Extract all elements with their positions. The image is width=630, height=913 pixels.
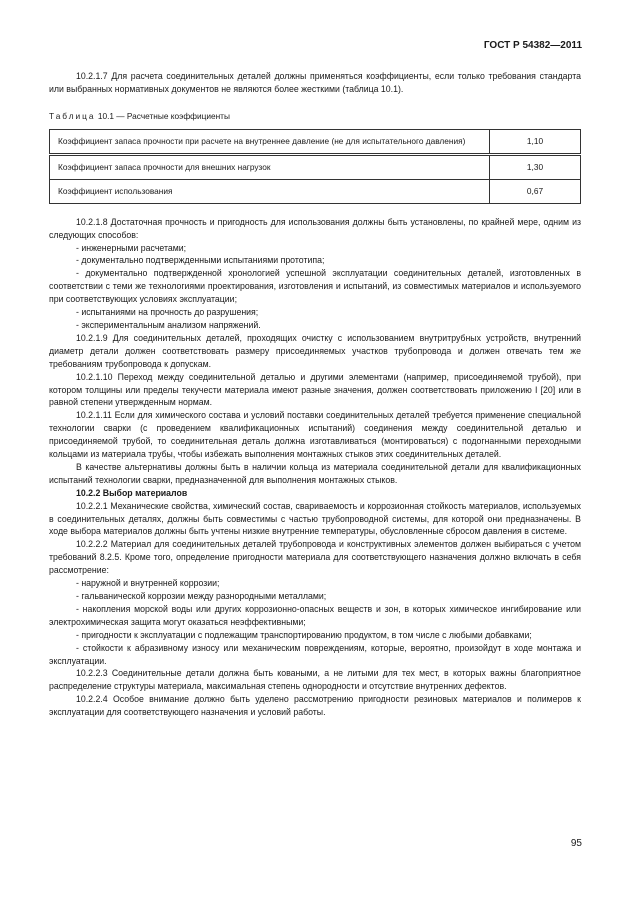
- paragraph-10-2-2-3: 10.2.2.3 Соединительные детали должна быть коваными, а не литыми для тех мест, в которых важны благоприятное распределение структуры материала, максимальная степень однородности и отсутствие внутренних дефектов.: [49, 668, 581, 692]
- list-item: - испытаниями на прочность до разрушения;: [76, 307, 259, 318]
- list-item: - накопления морской воды или других коррозионно-опасных веществ и зон, в которых химическое ингибирование или электрохимическая защита могут оказаться неэффективными;: [49, 603, 581, 627]
- section-heading-text: 10.2.2 Выбор материалов: [76, 487, 188, 498]
- table-row: [50, 179, 581, 203]
- table-caption-prefix: Таблица: [49, 110, 96, 121]
- coefficients-table: [49, 129, 581, 204]
- list-item: - документально подтвержденными испытаниями прототипа;: [76, 255, 325, 266]
- page-body: [49, 70, 581, 719]
- table-row: [50, 154, 581, 179]
- table-caption-title: 10.1 — Расчетные коэффициенты: [95, 110, 230, 121]
- list-item: - наружной и внутренней коррозии;: [76, 578, 220, 589]
- paragraph-alternative: В качестве альтернативы должны быть в наличии кольца из материала соединительной детали для квалификационных испытаний технологии сварки, предназначенной для выполнения монтажных стыков.: [49, 461, 581, 485]
- table-cell-value: 0,67: [490, 179, 581, 203]
- page-number: 95: [570, 838, 582, 849]
- table-cell-label: Коэффициент запаса прочности при расчете на внутреннее давление (не для испытательного давления): [50, 129, 490, 154]
- list-item: - гальванической коррозии между разнородными металлами;: [76, 591, 327, 601]
- table-cell-value: 1,30: [490, 154, 581, 179]
- list-item: - инженерными расчетами;: [76, 242, 187, 253]
- table-cell-label: Коэффициент запаса прочности для внешних нагрузок: [50, 154, 490, 179]
- paragraph-10-2-1-9: 10.2.1.9 Для соединительных деталей, проходящих очистку с использованием внутритрубных устройств, внутренний диаметр детали должен соответствовать размеру присоединяемых участков трубопровода и должен отвечать тем же требованиям трубопровода к допускам.: [49, 332, 581, 369]
- paragraph-10-2-1-10: 10.2.1.10 Переход между соединительной деталью и другими элементами (например, присоединяемой трубой), при котором толщины или пределы текучести материала имеют разные значения, должен соответствовать приложению I [20] или в равной степени утвержденным нормам.: [49, 371, 581, 408]
- paragraph-10-2-2-4: 10.2.2.4 Особое внимание должно быть уделено рассмотрению пригодности резиновых материалов и полимеров к эксплуатации для соответствующего назначения и условий работы.: [49, 694, 581, 718]
- paragraph-10-2-2-1: 10.2.2.1 Механические свойства, химический состав, свариваемость и коррозионная стойкость материалов, используемых в соединительных деталях, должны быть совместимы с частью трубопроводной системы, для которой они предназначены. В ходе выбора материалов должны быть учтены низкие внутренние температуры, обусловленные сбросом давления в системе.: [49, 500, 581, 537]
- table-cell-label: Коэффициент использования: [50, 179, 490, 203]
- list-item: - пригодности к эксплуатации с подлежащим транспортированию продуктом, в том числе с любыми добавками;: [76, 629, 532, 640]
- paragraph-10-2-1-11: 10.2.1.11 Если для химического состава и условий поставки соединительных деталей требуется применение специальной технологии сварки (с проведением квалификационных испытаний) соединения между соединительной деталью и присоединяемой трубой, то соединительная деталь должна изготавливаться (монтироваться) с подогнанными переходными кольцами из материала трубы, чтобы избежать выполнения монтажных стыков этих соединительных деталей.: [49, 410, 581, 460]
- table-cell-value: 1,10: [490, 129, 581, 154]
- section-heading-10-2-2: [49, 487, 581, 500]
- list-item: - документально подтвержденной хронологией успешной эксплуатации соединительных деталей, изготовленных в соответствии с теми же технологиями проектирования, изготовления и испытаний, из совместимых материалов и используемого при соответствующих условиях эксплуатации;: [49, 268, 581, 305]
- list-item: - стойкости к абразивному износу или механическим повреждениям, которые, вероятно, произойдут в ходе монтажа и эксплуатации.: [49, 642, 581, 666]
- document-header-id: ГОСТ Р 54382—2011: [483, 40, 582, 51]
- table-caption: [49, 110, 581, 123]
- paragraph-10-2-2-2: 10.2.2.2 Материал для соединительных деталей трубопровода и конструктивных элементов должен выбираться с учетом требований 8.2.5. Кроме того, определение пригодности материала для соответствующего назначения должно включать в себя рассмотрение:: [49, 539, 581, 576]
- list-item: - экспериментальным анализом напряжений.: [76, 319, 261, 330]
- table-row: [50, 129, 581, 154]
- paragraph-10-2-1-7: 10.2.1.7 Для расчета соединительных деталей должны применяться коэффициенты, если только требования стандарта или выбранных нормативных документов не являются более жесткими (таблица 10.1).: [49, 71, 581, 94]
- paragraph-10-2-1-8: 10.2.1.8 Достаточная прочность и пригодность для использования должны быть установлены, по крайней мере, одним из следующих способов:: [49, 216, 581, 240]
